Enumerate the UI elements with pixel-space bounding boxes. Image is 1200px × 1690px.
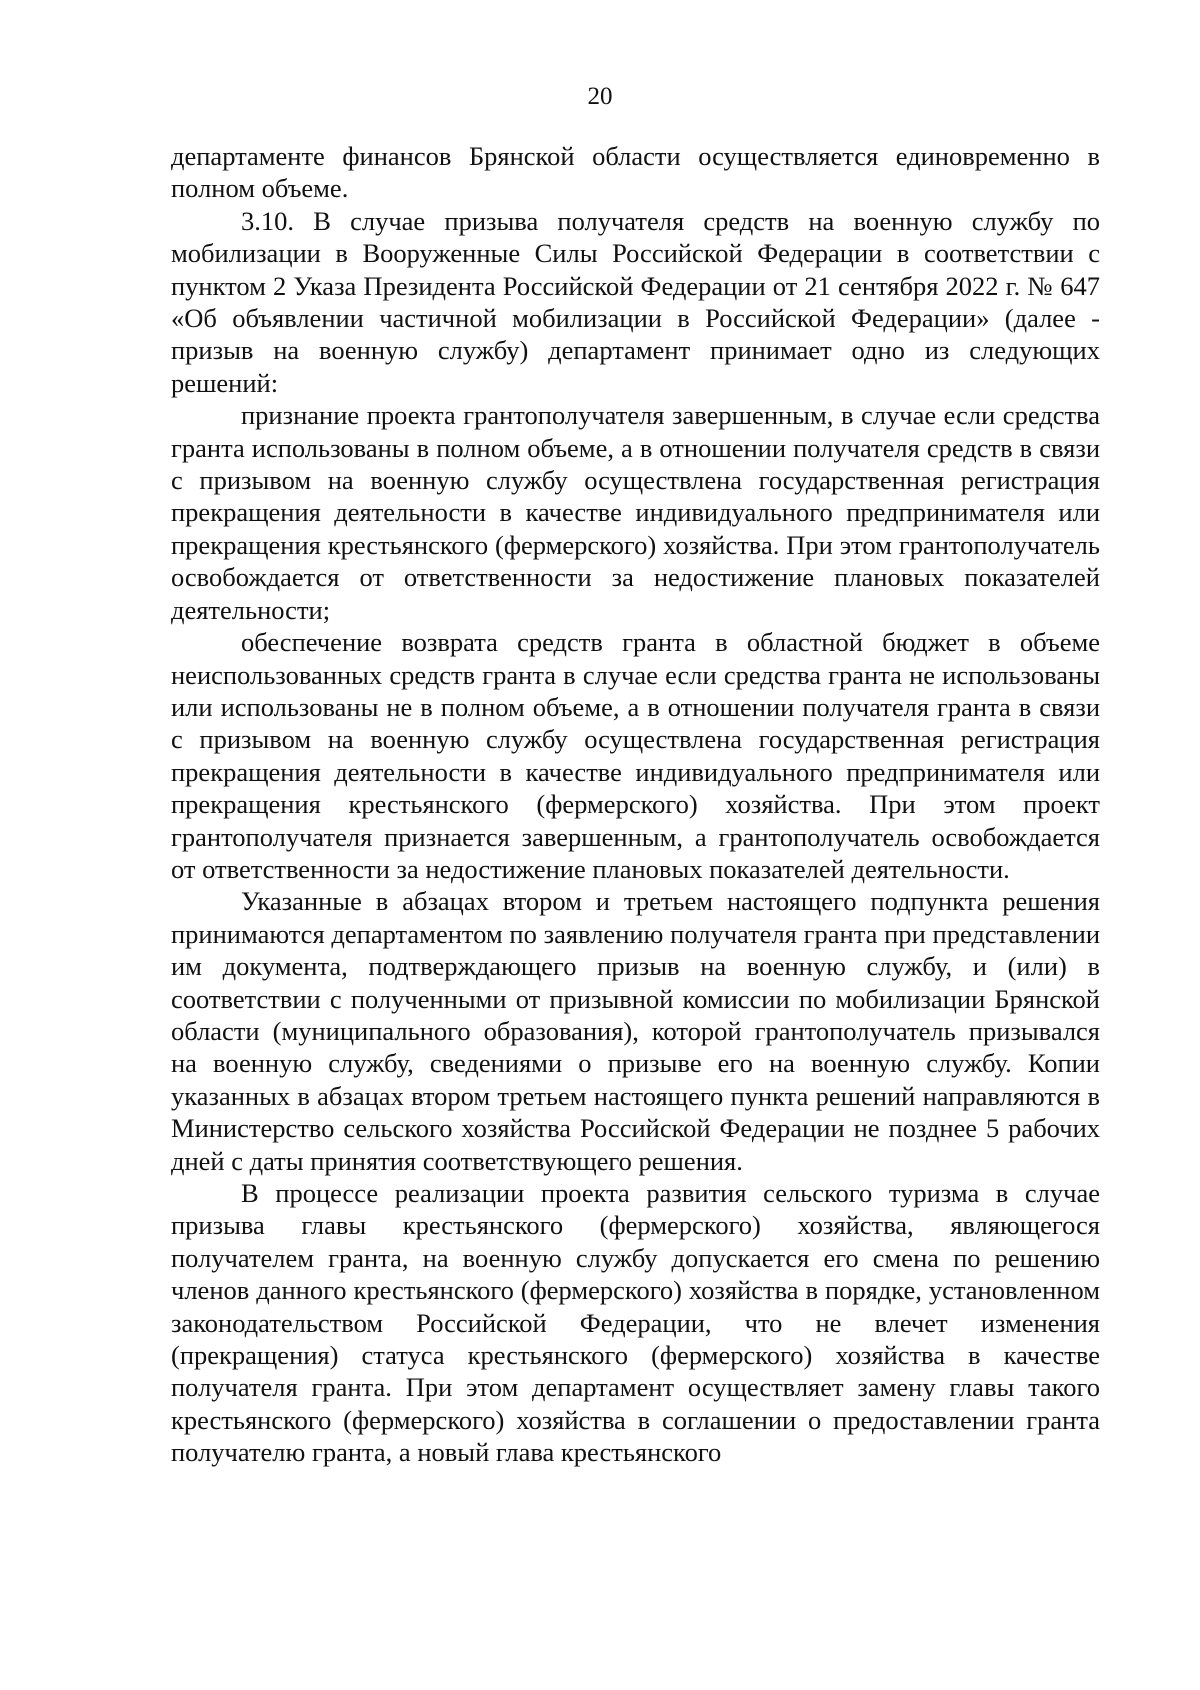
paragraph-decision-grant-return: обеспечение возврата средств гранта в областной бюджет в объеме неиспользованных средств гранта в случае если средства гранта не использованы или использованы не в полном объеме, а в отношении получателя гранта в связи с призывом на военную службу осуществлена государственная регистрация прекращения деятельности в качестве индивидуального предпринимателя или прекращения крестьянского (фермерского) хозяйства. При этом проект грантополучателя признается завершенным, а грантополучатель освобождается от ответственности за недостижение плановых показателей деятельности.: [171, 627, 1100, 884]
paragraph-continuation: департаменте финансов Брянской области осуществляется единовременно в полном объеме.: [171, 141, 1100, 204]
paragraph-decision-project-completed: признание проекта грантополучателя завершенным, в случае если средства гранта использованы в полном объеме, а в отношении получателя средств в связи с призывом на военную службу осуществлена государственная регистрация прекращения деятельности в качестве индивидуального предпринимателя или прекращения крестьянского (фермерского) хозяйства. При этом грантополучатель освобождается от ответственности за недостижение плановых показателей деятельности;: [171, 400, 1100, 625]
paragraph-farm-head-replacement: В процессе реализации проекта развития сельского туризма в случае призыва главы крестьянского (фермерского) хозяйства, являющегося получателем гранта, на военную службу допускается его смена по решению членов данного крестьянского (фермерского) хозяйства в порядке, установленном законодательством Российской Федерации, что не влечет изменения (прекращения) статуса крестьянского (фермерского) хозяйства в качестве получателя гранта. При этом департамент осуществляет замену главы такого крестьянского (фермерского) хозяйства в соглашении о предоставлении гранта получателю гранта, а новый глава крестьянского: [171, 1178, 1100, 1468]
page-number: 20: [587, 83, 613, 110]
paragraph-3-10: 3.10. В случае призыва получателя средств на военную службу по мобилизации в Вооруженные Силы Российской Федерации в соответствии с пунктом 2 Указа Президента Российской Федерации от 21 сентября 2022 г. № 647 «Об объявлении частичной мобилизации в Российской Федерации» (далее - призыв на военную службу) департамент принимает одно из следующих решений:: [171, 205, 1100, 398]
paragraph-decision-procedure: Указанные в абзацах втором и третьем настоящего подпункта решения принимаются департаментом по заявлению получателя гранта при представлении им документа, подтверждающего призыв на военную службу, и (или) в соответствии с полученными от призывной комиссии по мобилизации Брянской области (муниципального образования), которой грантополучатель призывался на военную службу, сведениями о призыве его на военную службу. Копии указанных в абзацах втором третьем настоящего пункта решений направляются в Министерство сельского хозяйства Российской Федерации не позднее 5 рабочих дней с даты принятия соответствующего решения.: [171, 886, 1100, 1176]
document-body: [171, 140, 1100, 1469]
